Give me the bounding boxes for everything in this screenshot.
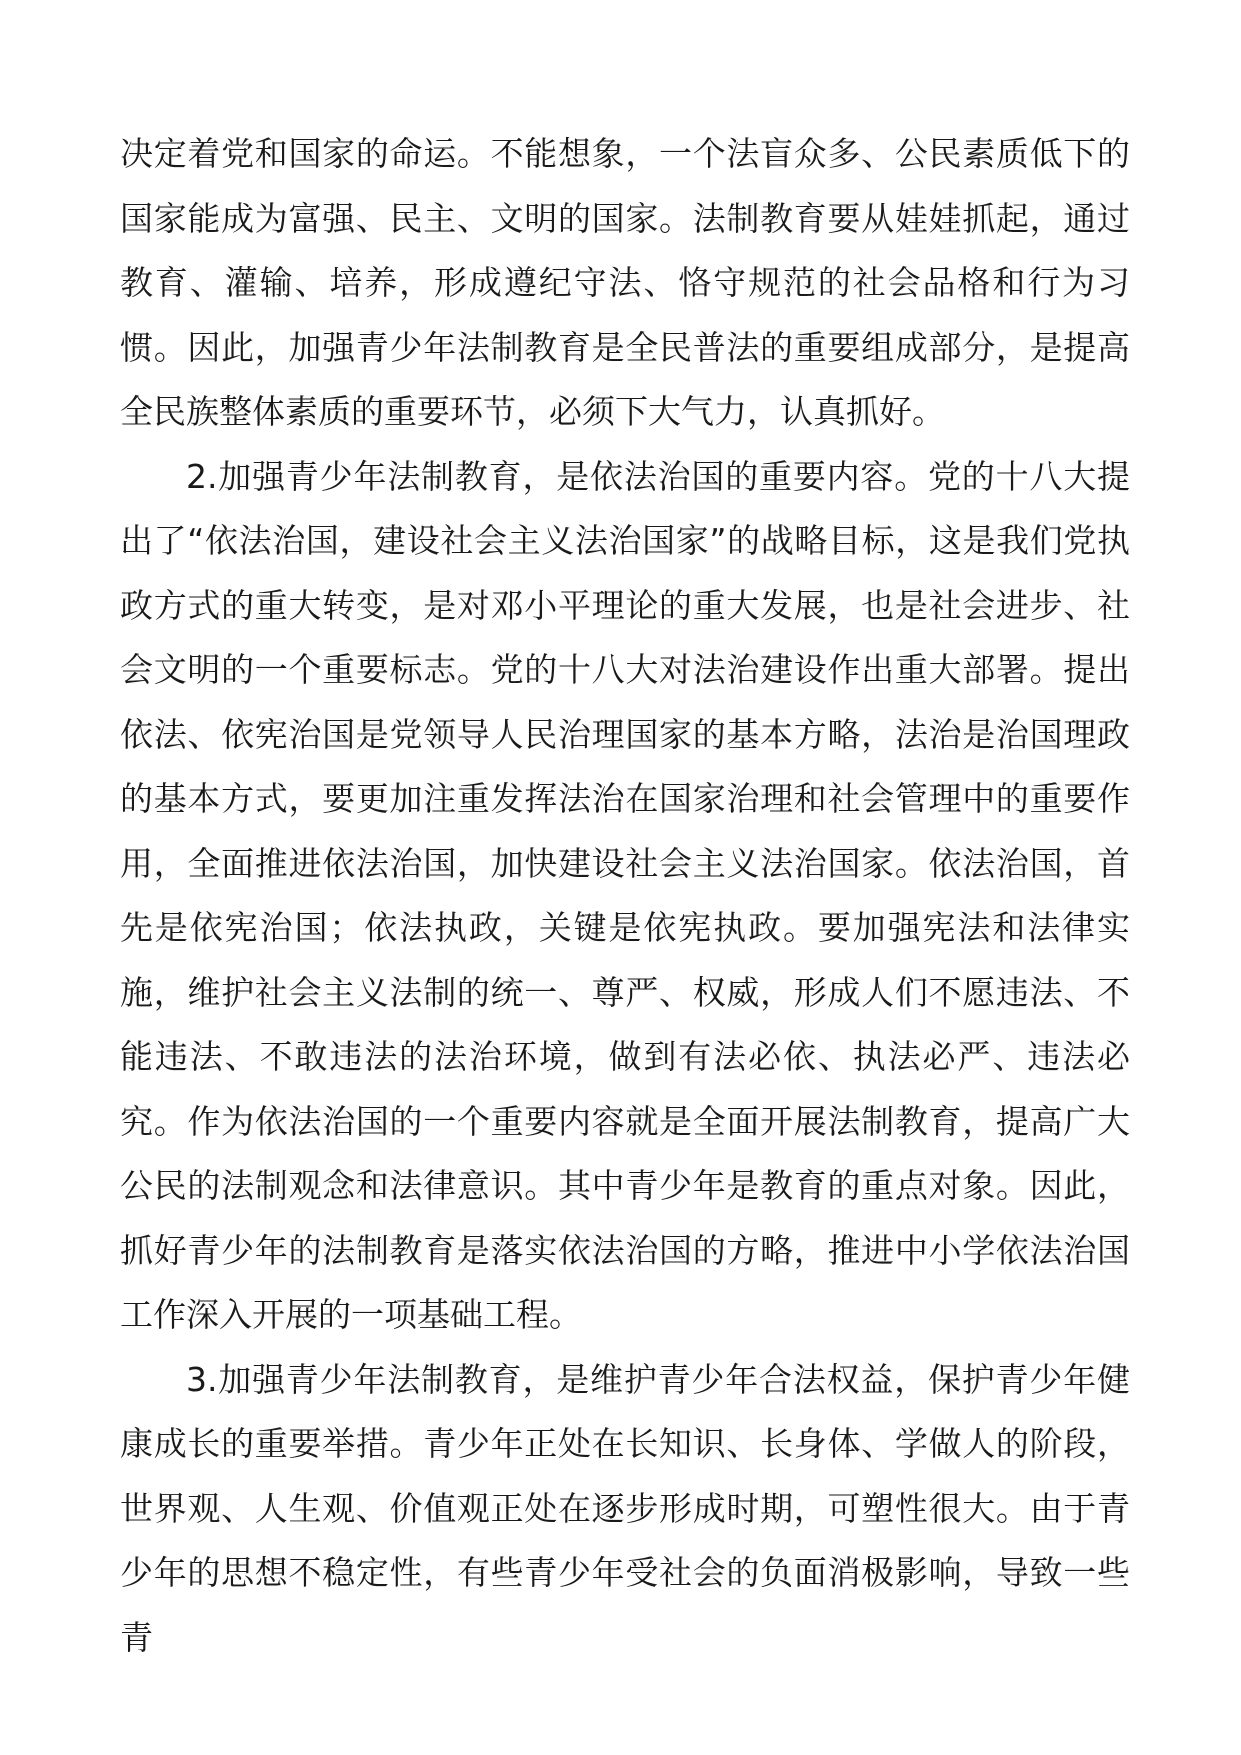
paragraph-point-2: 2.加强青少年法制教育，是依法治国的重要内容。党的十八大提出了“依法治国，建设社会主义法治国家”的战略目标，这是我们党执政方式的重大转变，是对邓小平理论的重大发展，也是社会进步、社会文明的一个重要标志。党的十八大对法治建设作出重大部署。提出依法、依宪治国是党领导人民治理国家的基本方略，法治是治国理政的基本方式，要更加注重发挥法治在国家治理和社会管理中的重要作用，全面推进依法治国，加快建设社会主义法治国家。依法治国，首先是依宪治国；依法执政，关键是依宪执政。要加强宪法和法律实施，维护社会主义法制的统一、尊严、权威，形成人们不愿违法、不能违法、不敢违法的法治环境，做到有法必依、执法必严、违法必究。作为依法治国的一个重要内容就是全面开展法制教育，提高广大公民的法制观念和法律意识。其中青少年是教育的重点对象。因此，抓好青少年的法制教育是落实依法治国的方略，推进中小学依法治国工作深入开展的一项基础工程。 bbox=[120, 456, 1130, 1334]
paragraph-continuation: 决定着党和国家的命运。不能想象，一个法盲众多、公民素质低下的国家能成为富强、民主、文明的国家。法制教育要从娃娃抓起，通过教育、灌输、培养，形成遵纪守法、恪守规范的社会品格和行为习惯。因此，加强青少年法制教育是全民普法的重要组成部分，是提高全民族整体素质的重要环节，必须下大气力，认真抓好。 bbox=[120, 134, 1130, 431]
document-body bbox=[120, 122, 1130, 1670]
paragraph-point-3: 3.加强青少年法制教育，是维护青少年合法权益，保护青少年健康成长的重要举措。青少年正处在长知识、长身体、学做人的阶段，世界观、人生观、价值观正处在逐步形成时期，可塑性很大。由于青少年的思想不稳定性，有些青少年受社会的负面消极影响，导致一些青 bbox=[120, 1359, 1130, 1657]
